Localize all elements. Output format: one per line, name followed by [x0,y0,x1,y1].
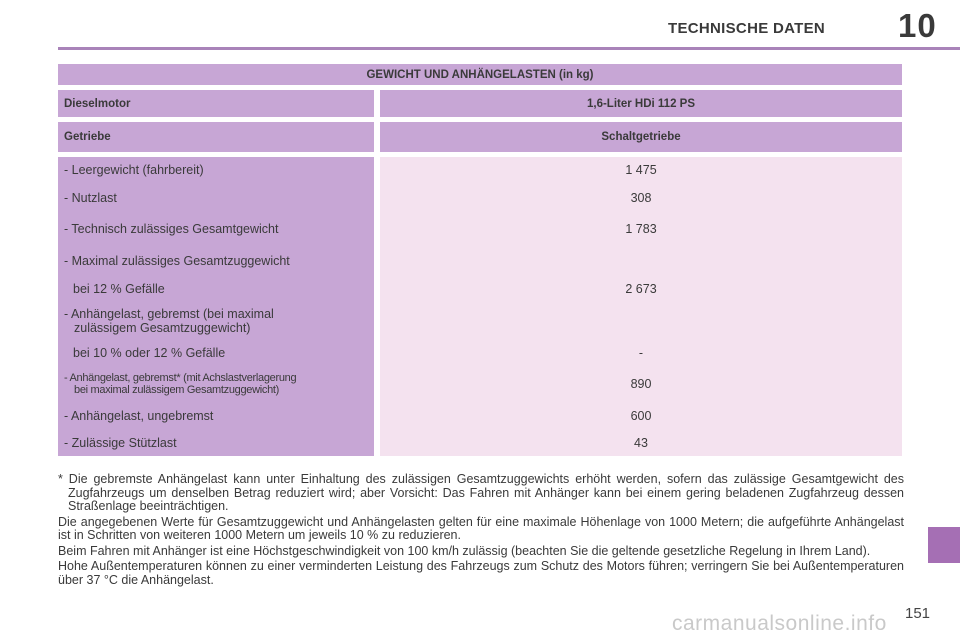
row-label-gradient-10-12: bei 10 % oder 12 % Gefälle [73,346,226,360]
page-number: 151 [905,605,931,622]
note-altitude: Die angegebenen Werte für Gesamtzuggewicht und Anhängelasten gelten für eine maximale Höhenlage von 1000 Metern; die aufgeführte Anhängelast ist in Schritten von weiteren 1000 Metern um jeweils 10 % zu reduzieren. [58,514,904,542]
table-title: GEWICHT UND ANHÄNGELASTEN (in kg) [58,64,902,85]
footnote-braked-trailer: * Die gebremste Anhängelast kann unter Einhaltung des zulässigen Gesamtzuggewichts erhöht werden, sofern das zulässige Gesamtgewicht des Zugfahrzeugs um denselben Betrag reduziert wird; aber Vorsicht: Das Fahren mit Anhänger kann bei einem gering beladenen Zugfahrzeug dessen Straßenlage beeinträchtigen. [58,472,904,513]
gearbox-label: Getriebe [58,122,374,152]
row-value-unbraked-trailer: 600 [630,409,652,423]
header-rule [58,47,960,50]
row-label-gross-train-weight: - Maximal zulässiges Gesamtzuggewicht [64,254,290,268]
row-label-braked-trailer-axle-line1: - Anhängelast, gebremst* (mit Achslastverlagerung [64,372,297,384]
weights-value-column [380,157,902,456]
row-label-braked-trailer-axle [64,372,296,396]
row-value-payload: 308 [630,191,652,205]
row-value-kerb-weight: 1 475 [625,163,657,177]
row-value-gross-vehicle-weight: 1 783 [625,222,657,236]
chapter-title: TECHNISCHE DATEN [668,20,826,37]
chapter-side-tab [928,527,960,563]
engine-value: 1,6-Liter HDi 112 PS [380,90,902,117]
row-label-payload: - Nutzlast [64,191,117,205]
watermark: carmanualsonline.info [672,612,887,635]
row-label-braked-trailer-line1: - Anhängelast, gebremst (bei maximal [64,307,274,321]
row-label-nose-weight: - Zulässige Stützlast [64,436,177,450]
chapter-number: 10 [898,7,937,44]
weights-label-column [58,157,374,456]
row-value-gradient-10-12: - [638,346,644,360]
row-label-kerb-weight: - Leergewicht (fahrbereit) [64,163,204,177]
row-label-unbraked-trailer: - Anhängelast, ungebremst [64,409,214,423]
gearbox-value: Schaltgetriebe [380,122,902,152]
note-temperature: Hohe Außentemperaturen können zu einer verminderten Leistung des Fahrzeugs zum Schutz des Motors führen; verringern Sie bei Außentemperaturen über 37 °C die Anhängelast. [58,559,904,587]
row-label-braked-trailer-line2: zulässigem Gesamtzuggewicht) [74,321,251,335]
footnotes [58,473,904,589]
engine-label: Dieselmotor [58,90,374,117]
row-value-gradient-12: 2 673 [625,282,657,296]
row-label-gross-vehicle-weight: - Technisch zulässiges Gesamtgewicht [64,222,279,236]
row-label-braked-trailer [64,307,274,335]
row-value-nose-weight: 43 [634,436,648,450]
row-label-braked-trailer-axle-line2: bei maximal zulässigem Gesamtzuggewicht) [74,384,280,396]
row-label-gradient-12: bei 12 % Gefälle [73,282,165,296]
row-value-braked-trailer-axle: 890 [630,377,652,391]
note-speed-limit: Beim Fahren mit Anhänger ist eine Höchstgeschwindigkeit von 100 km/h zulässig (beachten Sie die geltende gesetzliche Regelung in Ihrem Land). [58,543,871,558]
